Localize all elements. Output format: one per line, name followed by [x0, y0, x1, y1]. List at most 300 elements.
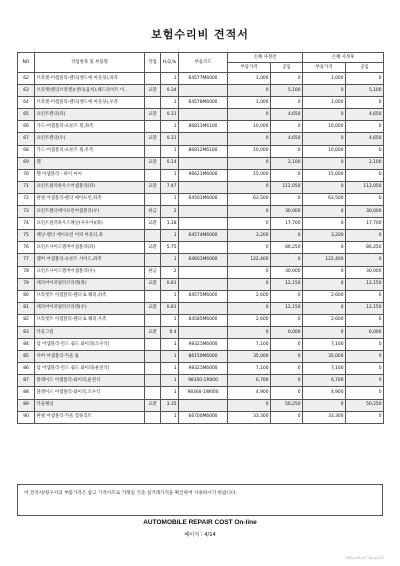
row-work: 교환 [145, 157, 161, 169]
row-hqs: 2 [161, 206, 179, 218]
row-part-price-before: 0 [228, 266, 271, 278]
row-labor-before: 0 [271, 314, 303, 326]
row-part-code: 98321M6000 [179, 363, 228, 375]
row-work: 판금 [145, 206, 161, 218]
row-no: 79 [18, 278, 35, 290]
row-labor-after: 2,100 [346, 157, 384, 169]
row-part-price-after: 2,600 [303, 314, 346, 326]
row-part-price-after: 0 [303, 218, 346, 230]
row-work: 교환 [145, 278, 161, 290]
row-item: 브라켓트 어셈블리-펜더 & 헤퍼,우측 [35, 314, 145, 326]
row-labor-before: 12,150 [271, 278, 303, 290]
row-labor-after: 0 [346, 411, 384, 423]
table-row [18, 73, 384, 85]
row-labor-before: 0 [271, 121, 303, 133]
row-part-code [179, 242, 228, 254]
row-labor-before: 0 [271, 73, 303, 85]
row-hqs: 1 [161, 121, 179, 133]
row-part-code [179, 218, 228, 230]
table-row [18, 351, 384, 363]
row-labor-before: 0 [271, 254, 303, 266]
row-part-price-after: 122,400 [303, 254, 346, 266]
row-hqs: 1 [161, 314, 179, 326]
header-before-adjustment: 손해 사정전 [228, 53, 303, 63]
row-labor-before: 0 [271, 351, 303, 363]
row-item: 블레이드 어셈블리-와이퍼,운전석 [35, 375, 145, 387]
row-part-price-before: 0 [228, 242, 271, 254]
row-hqs: 0.34 [161, 85, 179, 97]
table-row [18, 121, 384, 133]
row-hqs: 1 [161, 387, 179, 399]
page-number: 페이지 : 4/14 [184, 532, 216, 538]
row-hqs: 1 [161, 375, 179, 387]
row-labor-before: 4,650 [271, 133, 303, 145]
row-hqs: 1 [161, 169, 179, 181]
row-work [145, 97, 161, 109]
row-hqs: 5.75 [161, 242, 179, 254]
row-hqs: 2 [161, 266, 179, 278]
row-work [145, 351, 161, 363]
row-labor-after: 0 [346, 387, 384, 399]
table-row [18, 326, 384, 338]
row-item: 판넬 어셈블리-펜더 에이프런,좌측 [35, 193, 145, 205]
header-item: 작업항목 및 부품명 [35, 53, 145, 73]
row-hqs: 3.35 [161, 399, 179, 411]
row-no: 62 [18, 73, 35, 85]
row-labor-after: 50,250 [346, 399, 384, 411]
table-row [18, 181, 384, 193]
table-row [18, 302, 384, 314]
row-labor-after: 0 [346, 193, 384, 205]
row-labor-after: 4,650 [346, 133, 384, 145]
row-part-price-after: 10,000 [303, 121, 346, 133]
row-part-price-after: 6,700 [303, 375, 346, 387]
row-labor-before: 2,100 [271, 157, 303, 169]
row-labor-before: 0 [271, 375, 303, 387]
row-no: 69 [18, 157, 35, 169]
row-work [145, 411, 161, 423]
row-work: 교환 [145, 85, 161, 97]
row-part-price-before: 0 [228, 399, 271, 411]
row-item: 카울그릴 [35, 326, 145, 338]
table-row [18, 375, 384, 387]
row-part-price-before: 10,000 [228, 145, 271, 157]
table-row [18, 387, 384, 399]
row-labor-before: 30,000 [271, 206, 303, 218]
row-part-price-after: 0 [303, 278, 346, 290]
row-part-price-after: 0 [303, 85, 346, 97]
row-hqs: 0.31 [161, 109, 179, 121]
row-work [145, 230, 161, 242]
row-part-code [179, 133, 228, 145]
row-part-code [179, 181, 228, 193]
row-item: 가드-어셈블리-프론트 휠,우측 [35, 145, 145, 157]
row-part-code [179, 109, 228, 121]
row-no: 70 [18, 169, 35, 181]
row-part-price-before: 1,000 [228, 97, 271, 109]
row-part-price-before: 33,300 [228, 411, 271, 423]
row-work [145, 387, 161, 399]
row-no: 84 [18, 339, 35, 351]
row-part-price-after: 1,000 [303, 97, 346, 109]
row-part-price-before: 122,400 [228, 254, 271, 266]
row-no: 75 [18, 230, 35, 242]
row-labor-before: 112,050 [271, 181, 303, 193]
row-part-price-before: 7,100 [228, 339, 271, 351]
table-row [18, 290, 384, 302]
row-part-price-after: 1,000 [303, 73, 346, 85]
row-part-code [179, 266, 228, 278]
row-part-price-before: 0 [228, 133, 271, 145]
row-labor-before: 0 [271, 169, 303, 181]
row-no: 78 [18, 266, 35, 278]
row-part-price-before: 10,000 [228, 121, 271, 133]
header-hqs: H,Q,% [161, 53, 179, 73]
row-labor-before: 5,100 [271, 85, 303, 97]
row-part-price-before: 0 [228, 278, 271, 290]
row-work [145, 169, 161, 181]
table-row [18, 242, 384, 254]
row-labor-after: 0 [346, 145, 384, 157]
row-part-code [179, 302, 228, 314]
row-item: 브라켓(펜더브라켓)(센터(옵쳐),헤드라이트 이.. [35, 85, 145, 97]
row-item: 암 어셈블리-윈드 쉴드 와이퍼(운전석) [35, 363, 145, 375]
row-part-price-before: 0 [228, 218, 271, 230]
row-part-code: 86811M6100 [179, 121, 228, 133]
row-no: 86 [18, 363, 35, 375]
row-part-price-before: 15,000 [228, 169, 271, 181]
row-part-price-after: 4,900 [303, 387, 346, 399]
row-labor-before: 4,650 [271, 109, 303, 121]
row-part-price-before: 0 [228, 326, 271, 338]
row-work: 교환 [145, 326, 161, 338]
row-hqs: 1 [161, 411, 179, 423]
row-item: 판넬 어셈블리-카울 컴플리트 [35, 411, 145, 423]
row-part-code: 64578M6000 [179, 97, 228, 109]
row-labor-after: 0 [346, 375, 384, 387]
row-item: 캐리어어퍼필러브라켓(우) [35, 302, 145, 314]
table-row [18, 109, 384, 121]
row-work [145, 363, 161, 375]
row-no: 74 [18, 218, 35, 230]
row-labor-before: 12,150 [271, 302, 303, 314]
row-labor-before: 0 [271, 411, 303, 423]
table-row [18, 339, 384, 351]
table-row [18, 97, 384, 109]
row-part-price-after: 35,000 [303, 351, 346, 363]
row-no: 71 [18, 181, 35, 193]
row-item: 프런트사이드멤버어셈블리(우) [35, 266, 145, 278]
row-part-price-after: 0 [303, 399, 346, 411]
row-labor-before: 0 [271, 363, 303, 375]
row-part-code [179, 206, 228, 218]
table-row [18, 266, 384, 278]
row-part-price-after: 10,000 [303, 145, 346, 157]
row-part-price-after: 7,100 [303, 363, 346, 375]
row-work [145, 254, 161, 266]
row-no: 88 [18, 387, 35, 399]
row-part-price-after: 15,000 [303, 169, 346, 181]
row-hqs: 0.81 [161, 278, 179, 290]
row-item: 브라켓트 어셈블리-펜더 & 헤퍼,좌측 [35, 290, 145, 302]
row-labor-before: 0 [271, 193, 303, 205]
row-no: 65 [18, 109, 35, 121]
row-no: 82 [18, 314, 35, 326]
row-part-price-after: 0 [303, 181, 346, 193]
row-labor-before: 6,000 [271, 326, 303, 338]
row-item: 카울패널 [35, 399, 145, 411]
row-labor-after: 0 [346, 254, 384, 266]
row-hqs: 0.81 [161, 302, 179, 314]
row-part-price-before: 2,600 [228, 314, 271, 326]
row-part-code: 64575M6000 [179, 290, 228, 302]
row-no: 73 [18, 206, 35, 218]
row-no: 81 [18, 302, 35, 314]
row-hqs: 1 [161, 97, 179, 109]
row-work: 교환 [145, 181, 161, 193]
table-row [18, 169, 384, 181]
header-part-price-after: 부품가격 [303, 63, 346, 73]
row-part-price-after: 0 [303, 302, 346, 314]
row-part-code: 86150M6000 [179, 351, 228, 363]
row-part-code [179, 85, 228, 97]
row-labor-after: 0 [346, 97, 384, 109]
row-labor-after: 4,650 [346, 109, 384, 121]
row-part-code: 66700M6000 [179, 411, 228, 423]
row-part-price-after: 63,500 [303, 193, 346, 205]
row-labor-before: 0 [271, 230, 303, 242]
row-no: 72 [18, 193, 35, 205]
row-part-price-after: 7,100 [303, 339, 346, 351]
row-part-code: 64585M6000 [179, 314, 228, 326]
table-row [18, 363, 384, 375]
row-item: 암 어셈블리-윈드 쉴드 와이퍼(조수석) [35, 339, 145, 351]
row-labor-after: 12,150 [346, 302, 384, 314]
row-part-price-before: 0 [228, 157, 271, 169]
row-no: 77 [18, 254, 35, 266]
row-no: 66 [18, 121, 35, 133]
estimate-table [17, 52, 384, 424]
row-labor-after: 86,250 [346, 242, 384, 254]
row-work [145, 375, 161, 387]
row-hqs: 1 [161, 73, 179, 85]
row-labor-before: 0 [271, 97, 303, 109]
row-part-code [179, 399, 228, 411]
footer-title: AUTOMOBILE REPAIR COST On-line [143, 519, 257, 526]
row-labor-after: 0 [346, 339, 384, 351]
row-work: 교환 [145, 109, 161, 121]
row-labor-before: 86,250 [271, 242, 303, 254]
table-row [18, 133, 384, 145]
row-part-price-before: 1,000 [228, 73, 271, 85]
row-item: 프런트사이드멤버어셈블리(좌) [35, 242, 145, 254]
row-part-price-before: 0 [228, 302, 271, 314]
row-part-code: 98360-1W000 [179, 387, 228, 399]
row-hqs: 0.4 [161, 326, 179, 338]
row-work: 교환 [145, 399, 161, 411]
row-item: 브라켓-어셈블리-펜더(엔드에 아웃팅),우측 [35, 97, 145, 109]
row-no: 89 [18, 399, 35, 411]
header-part-price-before: 부품가격 [228, 63, 271, 73]
row-part-price-before: 4,900 [228, 387, 271, 399]
table-row [18, 157, 384, 169]
row-part-code: 86812M6100 [179, 145, 228, 157]
row-part-price-after: 0 [303, 326, 346, 338]
row-work [145, 121, 161, 133]
row-no: 87 [18, 375, 35, 387]
row-hqs: 1 [161, 254, 179, 266]
table-row [18, 254, 384, 266]
row-labor-after: 0 [346, 290, 384, 302]
row-work [145, 193, 161, 205]
row-labor-before: 0 [271, 339, 303, 351]
row-no: 68 [18, 145, 35, 157]
row-hqs: 1 [161, 339, 179, 351]
table-row [18, 278, 384, 290]
row-part-price-before: 0 [228, 109, 271, 121]
row-part-price-before: 0 [228, 206, 271, 218]
row-hqs: 1 [161, 230, 179, 242]
row-no: 76 [18, 242, 35, 254]
row-labor-before: 50,250 [271, 399, 303, 411]
row-labor-after: 112,050 [346, 181, 384, 193]
row-item: 프런트필러하우스어셈블리(좌) [35, 181, 145, 193]
row-work: 교환 [145, 242, 161, 254]
row-work [145, 339, 161, 351]
row-hqs: 1 [161, 363, 179, 375]
row-hqs: 0.31 [161, 133, 179, 145]
row-labor-after: 0 [346, 169, 384, 181]
table-row [18, 399, 384, 411]
row-item: 프런트필러하우스패널(사우어)(좌) [35, 218, 145, 230]
row-item: 프런트펜더에이프런어셈블리(우) [35, 206, 145, 218]
row-item: 멤버 어셈블리-프론트 사이드,좌측 [35, 254, 145, 266]
row-item: 캐리어어퍼필러브라켓(좌) [35, 278, 145, 290]
row-part-code [179, 326, 228, 338]
row-labor-before: 0 [271, 145, 303, 157]
row-part-price-after: 0 [303, 266, 346, 278]
table-row [18, 411, 384, 423]
row-part-price-before: 7,100 [228, 363, 271, 375]
table-row [18, 230, 384, 242]
row-part-code: 64574M6000 [179, 230, 228, 242]
price-notice: 이 견적서/청구서의 부품가격은 참고 가격이므로 거래일 기준 실거래가격을 확인하여 사용하시기 바랍니다. [17, 484, 383, 516]
row-hqs: 1.18 [161, 218, 179, 230]
row-part-price-after: 0 [303, 109, 346, 121]
row-work [145, 290, 161, 302]
row-no: 67 [18, 133, 35, 145]
table-row [18, 206, 384, 218]
row-part-code: 96621M6000 [179, 169, 228, 181]
row-no: 64 [18, 97, 35, 109]
row-part-price-before: 2,600 [228, 290, 271, 302]
row-no: 90 [18, 411, 35, 423]
table-row [18, 193, 384, 205]
row-work: 교환 [145, 133, 161, 145]
row-labor-before: 0 [271, 290, 303, 302]
row-labor-after: 17,700 [346, 218, 384, 230]
row-labor-after: 0 [346, 230, 384, 242]
row-hqs: 1 [161, 351, 179, 363]
row-work [145, 145, 161, 157]
row-no: 63 [18, 85, 35, 97]
estimate-rows [18, 73, 384, 424]
row-hqs: 1 [161, 145, 179, 157]
row-part-price-after: 0 [303, 206, 346, 218]
row-part-price-after: 0 [303, 133, 346, 145]
row-no: 85 [18, 351, 35, 363]
row-work: 교환 [145, 218, 161, 230]
row-labor-after: 0 [346, 314, 384, 326]
row-part-price-before: 35,000 [228, 351, 271, 363]
row-part-code: 98321M6000 [179, 339, 228, 351]
row-part-price-after: 0 [303, 242, 346, 254]
row-work [145, 314, 161, 326]
row-no: 80 [18, 290, 35, 302]
row-labor-before: 0 [271, 387, 303, 399]
row-part-price-after: 0 [303, 157, 346, 169]
header-no: NO [18, 53, 35, 73]
row-part-price-after: 2,600 [303, 290, 346, 302]
table-row [18, 145, 384, 157]
row-part-price-before: 0 [228, 181, 271, 193]
table-row [18, 85, 384, 97]
row-work [145, 73, 161, 85]
header-labor-after: 공임 [346, 63, 384, 73]
row-labor-after: 0 [346, 351, 384, 363]
row-work: 교환 [145, 302, 161, 314]
row-labor-before: 17,700 [271, 218, 303, 230]
row-item: 휀 [35, 157, 145, 169]
table-row [18, 314, 384, 326]
row-item: 패널-펜더 에이프런 어퍼 아웃터,좌 [35, 230, 145, 242]
row-item: 브라켓-어셈블리-펜더(엔드에 아웃팅),좌측 [35, 73, 145, 85]
table-row [18, 218, 384, 230]
row-hqs: 0.14 [161, 157, 179, 169]
row-labor-after: 0 [346, 121, 384, 133]
row-hqs: 1 [161, 290, 179, 302]
row-part-code [179, 157, 228, 169]
row-part-price-after: 33,300 [303, 411, 346, 423]
row-item: 프런트펜더(좌) [35, 109, 145, 121]
header-part-code: 부품코드 [179, 53, 228, 73]
document-title: 보험수리비 견적서 [151, 28, 249, 41]
header-work: 작업 [145, 53, 161, 73]
row-labor-after: 5,100 [346, 85, 384, 97]
row-part-code: 98350-1R000 [179, 375, 228, 387]
row-part-code [179, 278, 228, 290]
row-labor-after: 6,000 [346, 326, 384, 338]
row-item: 커버 어셈블리-카울 톱 [35, 351, 145, 363]
row-part-code: 64577M6000 [179, 73, 228, 85]
row-part-price-before: 63,500 [228, 193, 271, 205]
header-after-adjustment: 손해 사정후 [303, 53, 384, 63]
row-part-price-before: 6,700 [228, 375, 271, 387]
row-labor-before: 30,000 [271, 266, 303, 278]
row-item: 블레이드 어셈블리-와이퍼,조수석 [35, 387, 145, 399]
row-labor-after: 12,150 [346, 278, 384, 290]
row-work: 판금 [145, 266, 161, 278]
row-item: 프런트펜더(우) [35, 133, 145, 145]
print-timestamp: 2024-04-17 14:21:47 [345, 556, 384, 560]
row-no: 83 [18, 326, 35, 338]
row-labor-after: 0 [346, 363, 384, 375]
row-item: 가드-어셈블리-프론트 휠,좌측 [35, 121, 145, 133]
row-item: 휀 어셈블리 - 하이 씨씨 [35, 169, 145, 181]
row-part-code: 64601M6000 [179, 254, 228, 266]
row-part-price-before: 0 [228, 85, 271, 97]
row-labor-after: 30,000 [346, 206, 384, 218]
